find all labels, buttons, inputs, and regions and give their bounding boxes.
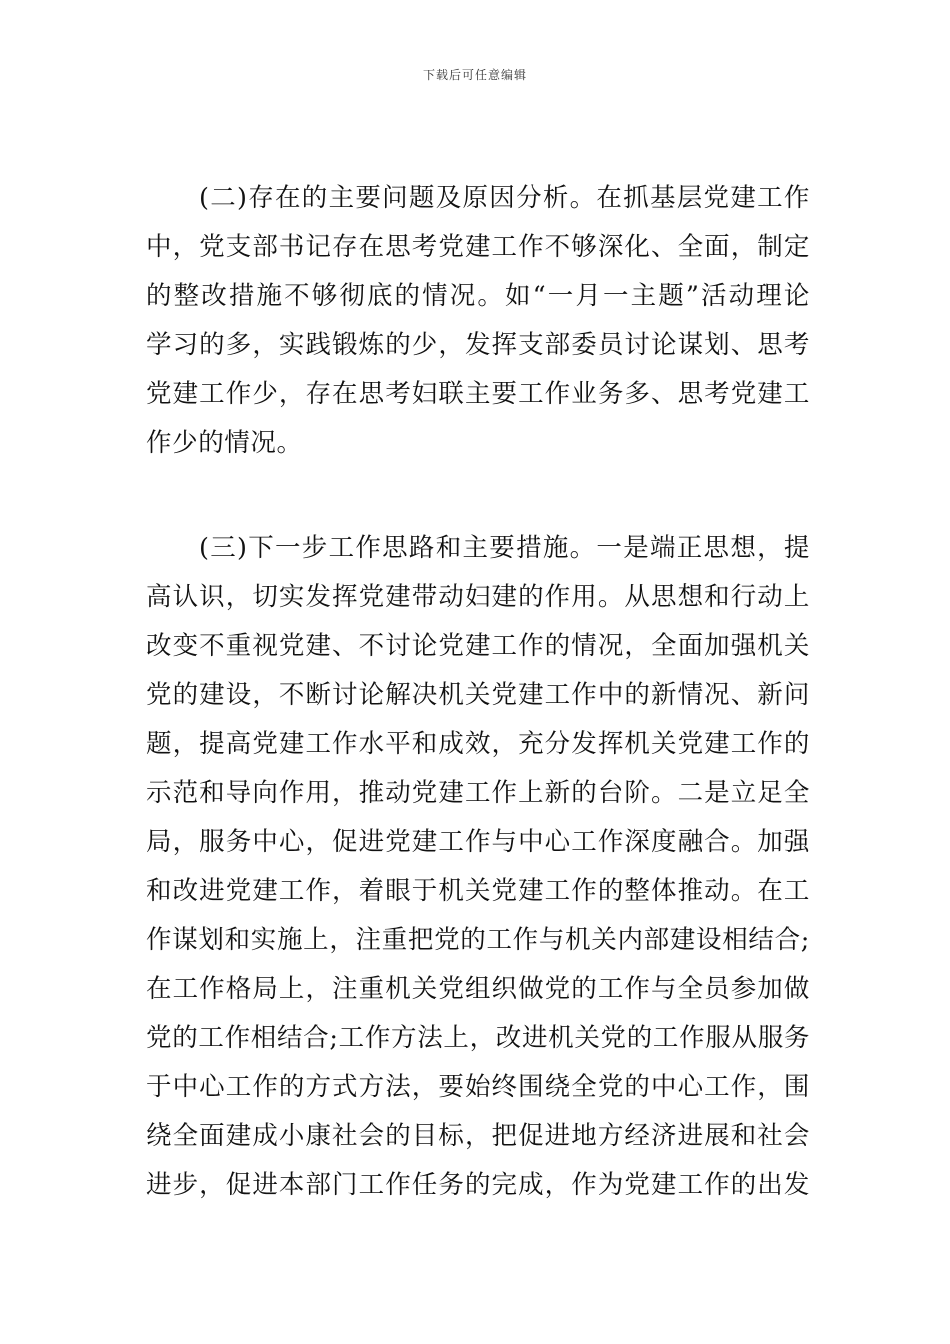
text-line: (三)下一步工作思路和主要措施。一是端正思想，提 — [199, 533, 810, 563]
text-line: 绕全面建成小康社会的目标，把促进地方经济进展和社会 — [146, 1121, 810, 1151]
text-line: 于中心工作的方式方法，要始终围绕全党的中心工作，围 — [146, 1072, 810, 1102]
paragraph-next-steps — [146, 524, 810, 1210]
page-header: 下载后可任意编辑 — [422, 68, 527, 82]
text-line: 的整改措施不够彻底的情况。如“一月一主题”活动理论 — [146, 281, 810, 311]
text-line: 题，提高党建工作水平和成效，充分发挥机关党建工作的 — [146, 729, 810, 759]
text-line: 中，党支部书记存在思考党建工作不够深化、全面，制定 — [146, 232, 810, 262]
text-line: 和改进党建工作，着眼于机关党建工作的整体推动。在工 — [146, 876, 810, 906]
text-line: (二)存在的主要问题及原因分析。在抓基层党建工作 — [199, 183, 810, 213]
text-line: 党建工作少，存在思考妇联主要工作业务多、思考党建工 — [146, 379, 810, 409]
text-line: 党的工作相结合;工作方法上，改进机关党的工作服从服务 — [146, 1023, 810, 1053]
text-line: 示范和导向作用，推动党建工作上新的台阶。二是立足全 — [146, 778, 810, 808]
text-line: 局，服务中心，促进党建工作与中心工作深度融合。加强 — [146, 827, 810, 857]
text-line: 作谋划和实施上，注重把党的工作与机关内部建设相结合; — [146, 925, 810, 955]
text-line: 进步，促进本部门工作任务的完成，作为党建工作的出发 — [146, 1170, 810, 1200]
text-line: 学习的多，实践锻炼的少，发挥支部委员讨论谋划、思考 — [146, 330, 810, 360]
text-line: 改变不重视党建、不讨论党建工作的情况，全面加强机关 — [146, 631, 810, 661]
paragraph-problems-analysis — [146, 174, 810, 468]
text-line: 党的建设，不断讨论解决机关党建工作中的新情况、新问 — [146, 680, 810, 710]
text-line: 高认识，切实发挥党建带动妇建的作用。从思想和行动上 — [146, 582, 810, 612]
text-line: 在工作格局上，注重机关党组织做党的工作与全员参加做 — [146, 974, 810, 1004]
text-line: 作少的情况。 — [146, 428, 303, 458]
